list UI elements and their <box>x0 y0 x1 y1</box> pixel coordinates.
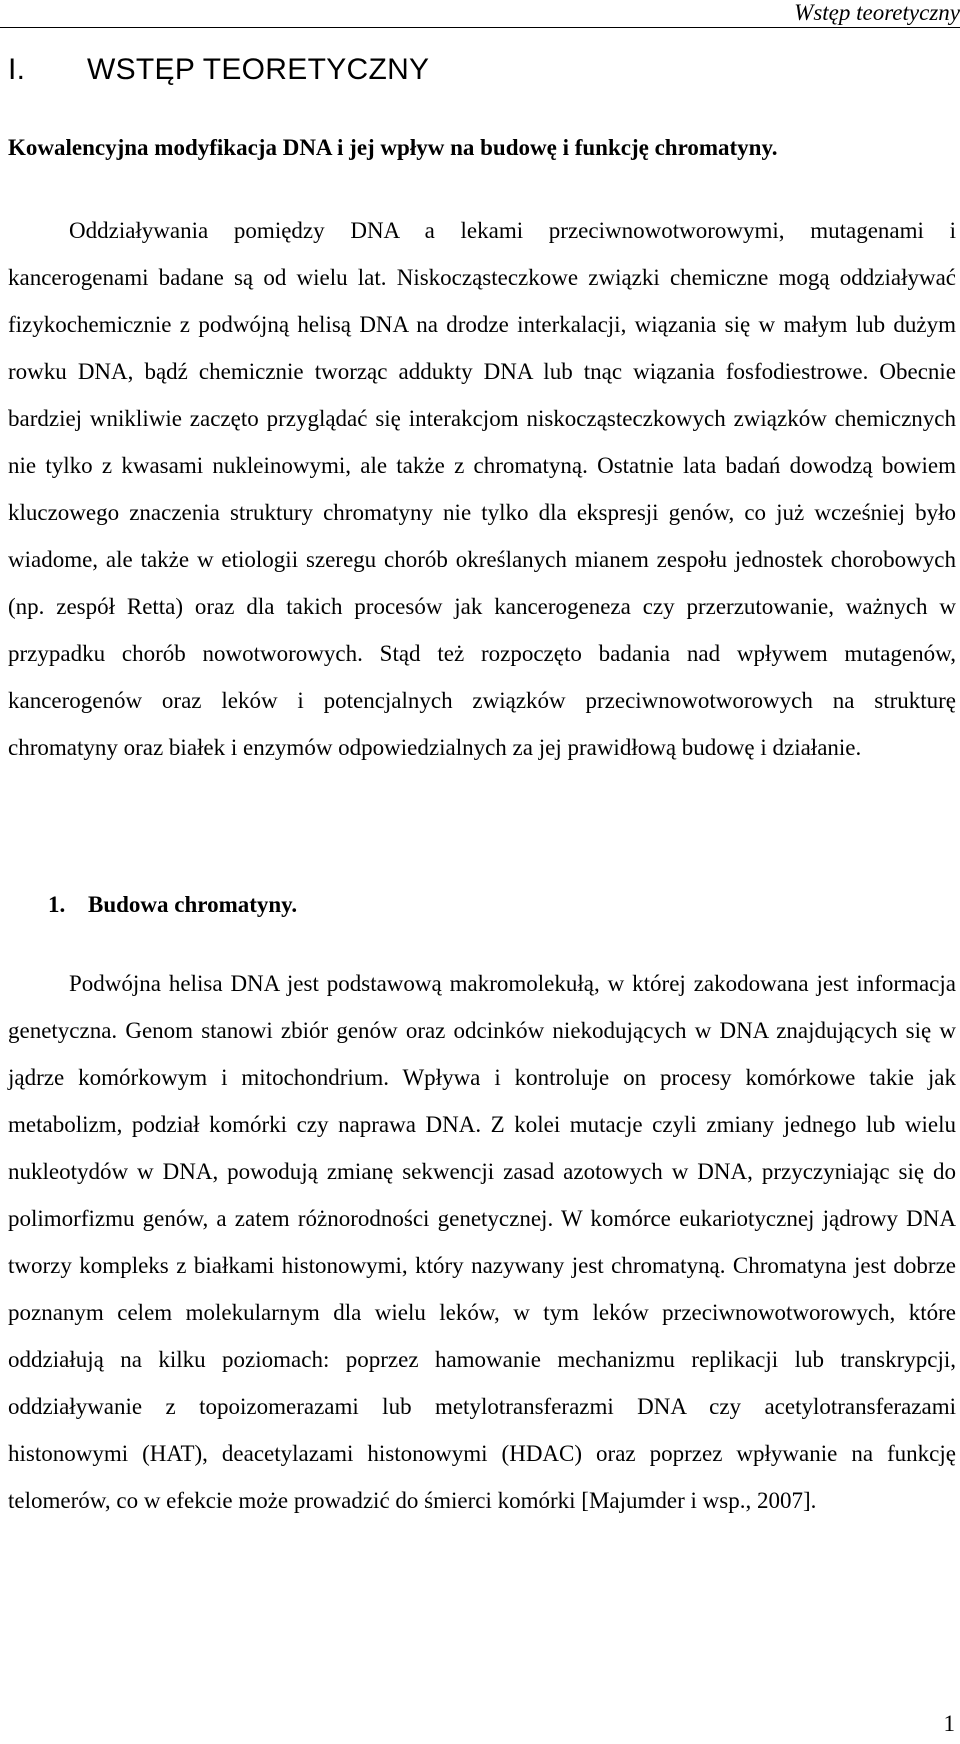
chapter-title <box>8 48 429 92</box>
running-header: Wstęp teoretyczny <box>794 0 960 25</box>
paragraph-intro: Oddziaływania pomiędzy DNA a lekami przeciwnowotworowymi, mutagenami i kancerogenami badane są od wielu lat. Niskocząsteczkowe związki chemiczne mogą oddziaływać fizykochemicznie z podwójną helisą DNA na drodze interkalacji, wiązania się w małym lub dużym rowku DNA, bądź chemicznie tworząc addukty DNA lub tnąc wiązania fosfodiestrowe. Obecnie bardziej wnikliwie zaczęto przyglądać się interakcjom niskocząsteczkowych związków chemicznych nie tylko z kwasami nukleinowymi, ale także z chromatyną. Ostatnie lata badań dowodzą bowiem kluczowego znaczenia struktury chromatyny nie tylko dla ekspresji genów, co już wcześniej było wiadome, ale także w etiologii szeregu chorób określanych mianem zespołu jednostek chorobowych (np. zespół Retta) oraz dla takich procesów jak kancerogeneza czy przerzutowanie, ważnych w przypadku chorób nowotworowych. Stąd też rozpoczęto badania nad wpływem mutagenów, kancerogenów oraz leków i potencjalnych związków przeciwnowotworowych na strukturę chromatyny oraz białek i enzymów odpowiedzialnych za jej prawidłową budowę i działanie. <box>8 218 956 760</box>
section-title: Budowa chromatyny. <box>88 892 298 917</box>
page-number: 1 <box>943 1711 955 1736</box>
paragraph-chromatin: Podwójna helisa DNA jest podstawową makromolekułą, w której zakodowana jest informacja genetyczna. Genom stanowi zbiór genów oraz odcinków niekodujących w DNA znajdujących się w jądrze komórkowym i mitochondrium. Wpływa i kontroluje on procesy komórkowe takie jak metabolizm, podział komórki czy naprawa DNA. Z kolei mutacje czyli zmiany jednego lub wielu nukleotydów w DNA, powodują zmianę sekwencji zasad azotowych w DNA, przyczyniając się do polimorfizmu genów, a zatem różnorodności genetycznej. W komórce eukariotycznej jądrowy DNA tworzy kompleks z białkami histonowymi, który nazywany jest chromatyną. Chromatyna jest dobrze poznanym celem molekularnym dla wielu leków, w tym leków przeciwnowotworowych, które oddziałują na kilku poziomach: poprzez hamowanie mechanizmu replikacji lub transkrypcji, oddziaływanie z topoizomerazami lub metylotransferazmi DNA czy acetylotransferazami histonowymi (HAT), deacetylazami histonowymi (HDAC) oraz poprzez wpływanie na funkcję telomerów, co w efekcie może prowadzić do śmierci komórki [Majumder i wsp., 2007]. <box>8 971 956 1513</box>
chapter-title-text: WSTĘP TEORETYCZNY <box>87 53 430 86</box>
section-heading <box>48 889 297 921</box>
section-subtitle: Kowalencyjna modyfikacja DNA i jej wpływ na budowę i funkcję chromatyny. <box>8 135 778 160</box>
header-rule <box>0 27 960 28</box>
chapter-number: I. <box>8 53 26 86</box>
section-number: 1. <box>48 892 66 917</box>
